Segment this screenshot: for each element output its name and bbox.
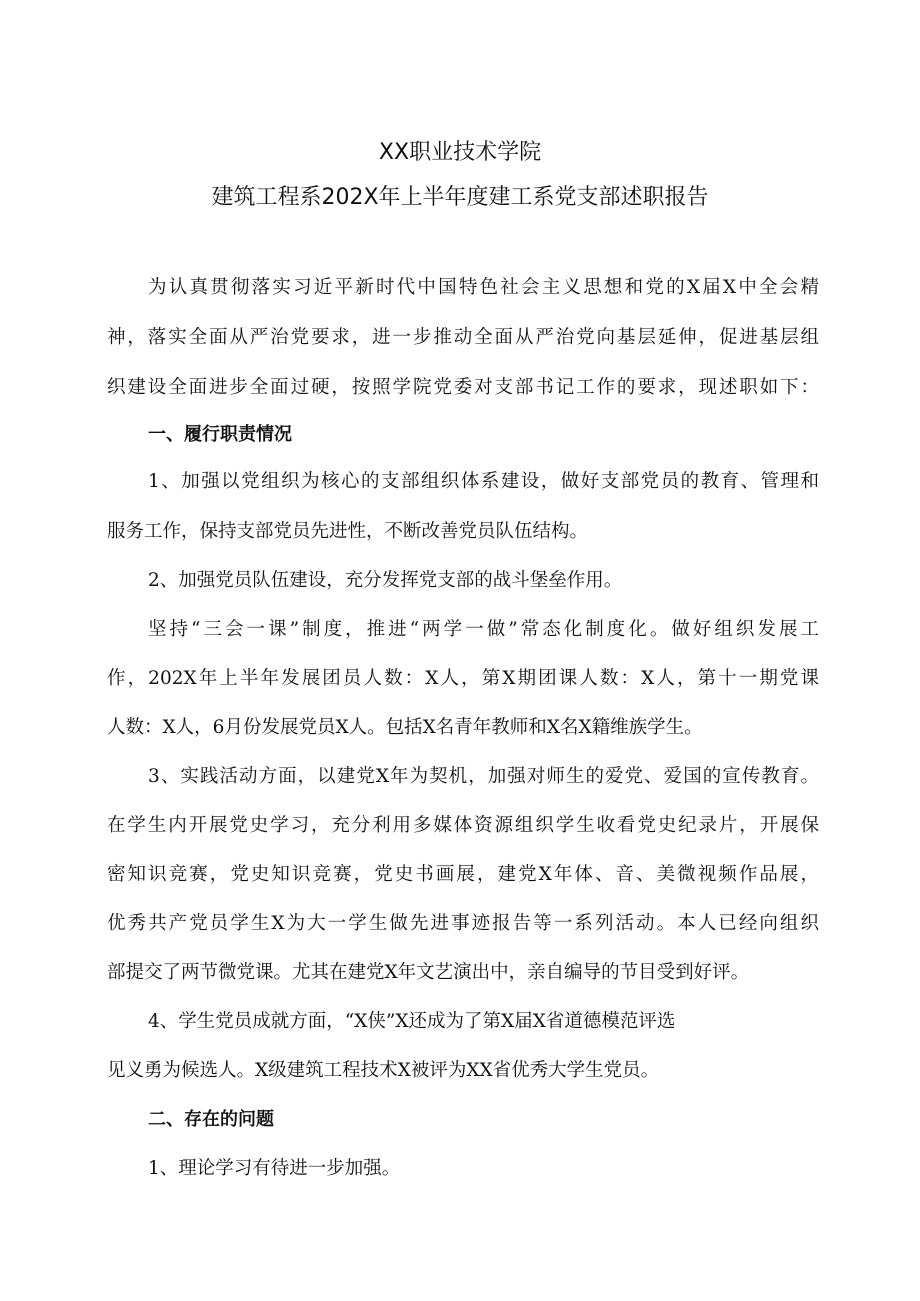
paragraph-line: 坚持“三会一课”制度，推进“两学一做”常态化制度化。做好组织发展工 (148, 619, 819, 640)
document-title-report: 建筑工程系202X年上半年度建工系党支部述职报告 (211, 185, 709, 210)
paragraph-line: 密知识竞赛，党史知识竞赛，党史书画展，建党X年体、音、美微视频作品展， (107, 864, 819, 885)
paragraph-line: 3、实践活动方面，以建党X年为契机，加强对师生的爱党、爱国的宣传教育。 (148, 766, 819, 787)
paragraph-line: 优秀共产党员学生X为大一学生做先进事迹报告等一系列活动。本人已经向组织 (107, 913, 819, 934)
paragraph-line: 服务工作，保持支部党员先进性，不断改善党员队伍结构。 (107, 521, 589, 542)
section-heading: 二、存在的问题 (148, 1109, 274, 1130)
paragraph-line: 织建设全面进步全面过硬，按照学院党委对支部书记工作的要求，现述职如下： (107, 377, 819, 398)
paragraph-line: 1、理论学习有待进一步加强。 (148, 1158, 401, 1179)
paragraph-line: 人数：X人，6月份发展党员X人。包括X名青年教师和X名X籍维族学生。 (107, 717, 703, 738)
paragraph-line: 4、学生党员成就方面，“X侠”X还成为了第X届X省道德模范评选 (148, 1011, 676, 1032)
paragraph-line: 神，落实全面从严治党要求，进一步推动全面从严治党向基层延伸，促进基层组 (107, 327, 819, 348)
document-title-school: XX职业技术学院 (378, 140, 542, 165)
paragraph-line: 2、加强党员队伍建设，充分发挥党支部的战斗堡垒作用。 (148, 570, 623, 591)
paragraph-line: 1、加强以党组织为核心的支部组织体系建设，做好支部党员的教育、管理和 (148, 471, 819, 492)
paragraph-line: 见义勇为候选人。X级建筑工程技术X被评为XX省优秀大学生党员。 (107, 1060, 660, 1081)
paragraph-line: 作，202X年上半年发展团员人数：X人，第X期团课人数：X人，第十一期党课 (107, 668, 819, 689)
paragraph-line: 为认真贯彻落实习近平新时代中国特色社会主义思想和党的X届X中全会精 (148, 277, 819, 298)
paragraph-line: 部提交了两节微党课。尤其在建党X年文艺演出中，亲自编导的节目受到好评。 (107, 962, 750, 983)
paragraph-line: 在学生内开展党史学习，充分利用多媒体资源组织学生收看党史纪录片，开展保 (107, 815, 819, 836)
section-heading: 一、履行职责情况 (148, 424, 292, 445)
